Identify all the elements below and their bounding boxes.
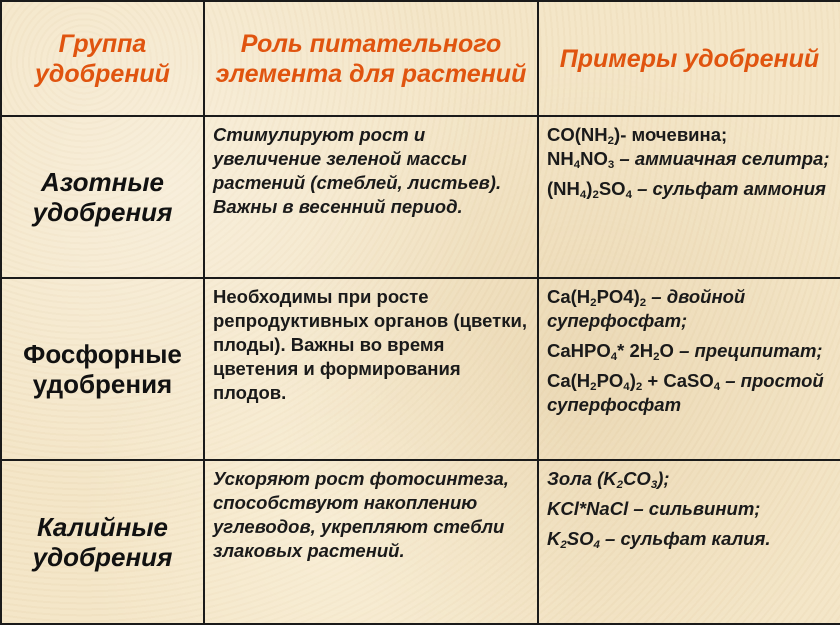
header-row [1, 1, 840, 116]
table-row-phosphorus [1, 278, 840, 460]
header-group: Группа удобрений [1, 1, 204, 116]
group-phosphorus: Фосфорные удобрения [1, 278, 204, 460]
table-row-nitrogen [1, 116, 840, 278]
role-nitrogen: Стимулируют рост и увеличение зеленой массы растений (стеблей, листьев). Важны в весенний период. [204, 116, 538, 278]
example-urea: $CO(NH_2)-$ мочевина; $NH_4NO_3$ – аммиачная селитра; [547, 124, 830, 171]
table-row-potassium [1, 460, 840, 624]
examples-potassium [538, 460, 840, 624]
example-ammonium-sulfate: $(NH_4)_2SO_4$ – сульфат аммония [547, 178, 826, 201]
header-examples: Примеры удобрений [538, 1, 840, 116]
example-ash: Зола $(K_2CO_3)$; [547, 468, 670, 491]
example-sylvinite: KCl*NaCl – сильвинит; [547, 498, 761, 519]
examples-phosphorus [538, 278, 840, 460]
example-potassium-sulfate: $K_2SO_4$ – сульфат калия. [547, 528, 771, 551]
header-role: Роль питательного элемента для растений [204, 1, 538, 116]
group-nitrogen: Азотные удобрения [1, 116, 204, 278]
role-potassium: Ускоряют рост фотосинтеза, способствуют накоплению углеводов, укрепляют стебли злаковых растений. [204, 460, 538, 624]
group-potassium: Калийные удобрения [1, 460, 204, 624]
example-double-superphosphate: $Ca(H_2PO4)_2$ – двойной суперфосфат; [547, 286, 746, 331]
example-precipitate: CaHPO$_4$* $2H_2O$ – преципитат; [547, 340, 823, 363]
examples-nitrogen [538, 116, 840, 278]
role-phosphorus: Необходимы при росте репродуктивных органов (цветки, плоды). Важны во время цветения и формирования плодов. [204, 278, 538, 460]
example-simple-superphosphate: $Ca(H_2PO_4)_2$ + CaSO$_4$ – простой суперфосфат [547, 370, 824, 415]
